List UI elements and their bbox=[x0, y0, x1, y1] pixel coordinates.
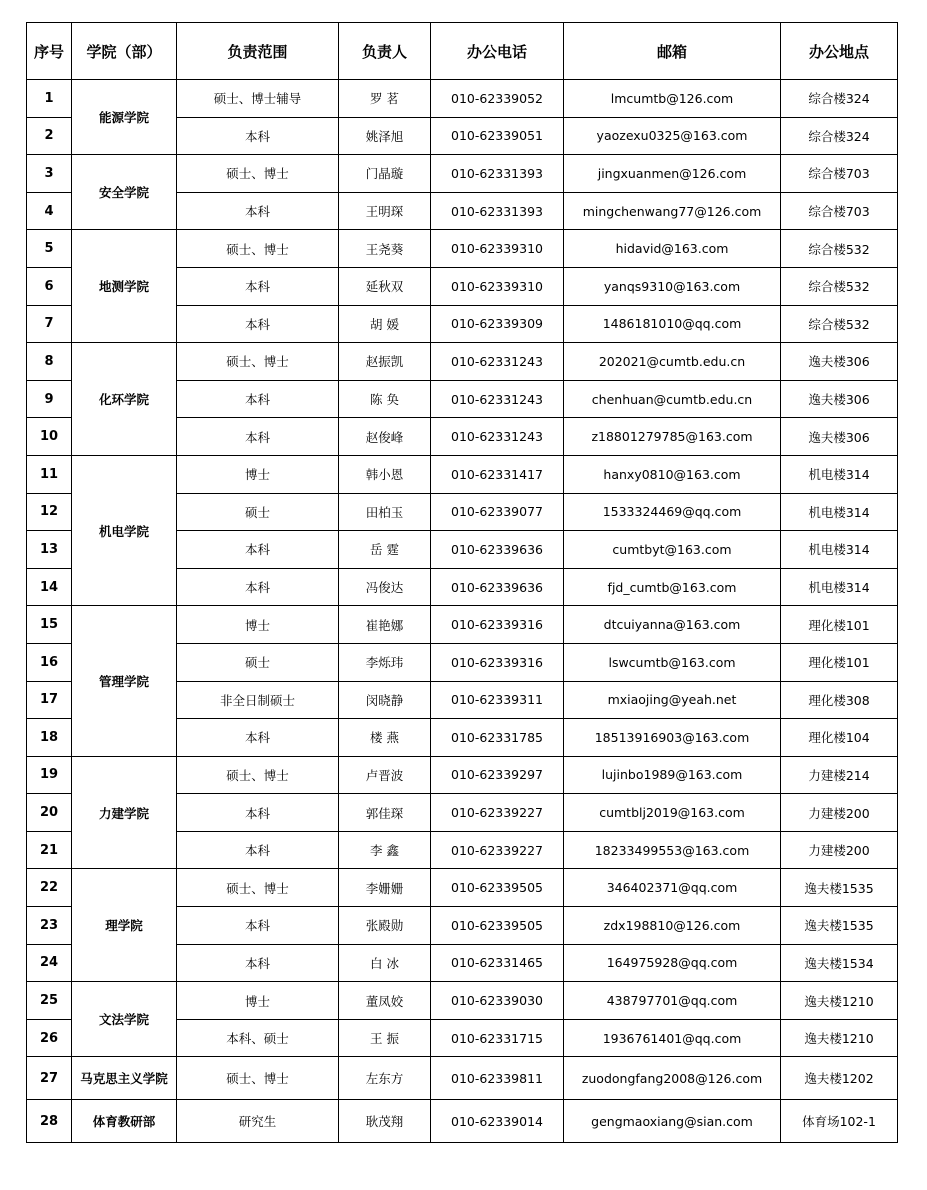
header-phone: 办公电话 bbox=[431, 23, 564, 80]
phone-cell: 010-62331243 bbox=[431, 343, 564, 381]
phone-cell: 010-62331243 bbox=[431, 380, 564, 418]
phone-cell: 010-62339505 bbox=[431, 907, 564, 945]
scope-cell: 博士 bbox=[177, 455, 339, 493]
email-cell[interactable]: 18233499553@163.com bbox=[564, 831, 781, 869]
email-cell[interactable]: chenhuan@cumtb.edu.cn bbox=[564, 380, 781, 418]
phone-cell: 010-62339311 bbox=[431, 681, 564, 719]
header-row bbox=[27, 23, 898, 80]
person-cell: 岳 霆 bbox=[339, 531, 431, 569]
phone-cell: 010-62339227 bbox=[431, 794, 564, 832]
phone-cell: 010-62331393 bbox=[431, 155, 564, 193]
row-index: 24 bbox=[27, 944, 72, 982]
person-cell: 王尧葵 bbox=[339, 230, 431, 268]
person-cell: 田柏玉 bbox=[339, 493, 431, 531]
header-scope: 负责范围 bbox=[177, 23, 339, 80]
phone-cell: 010-62339811 bbox=[431, 1057, 564, 1100]
college-name: 安全学院 bbox=[72, 155, 177, 230]
scope-cell: 硕士 bbox=[177, 643, 339, 681]
college-name: 化环学院 bbox=[72, 343, 177, 456]
row-index: 22 bbox=[27, 869, 72, 907]
table-row bbox=[27, 756, 898, 794]
college-name: 文法学院 bbox=[72, 982, 177, 1057]
phone-cell: 010-62339316 bbox=[431, 643, 564, 681]
office-cell: 逸夫楼1210 bbox=[781, 1019, 898, 1057]
contact-table bbox=[26, 22, 898, 1143]
table-row bbox=[27, 1100, 898, 1143]
phone-cell: 010-62339051 bbox=[431, 117, 564, 155]
header-index: 序号 bbox=[27, 23, 72, 80]
phone-cell: 010-62331465 bbox=[431, 944, 564, 982]
row-index: 11 bbox=[27, 455, 72, 493]
row-index: 16 bbox=[27, 643, 72, 681]
scope-cell: 本科 bbox=[177, 794, 339, 832]
office-cell: 机电楼314 bbox=[781, 531, 898, 569]
email-cell[interactable]: zuodongfang2008@126.com bbox=[564, 1057, 781, 1100]
email-cell[interactable]: yaozexu0325@163.com bbox=[564, 117, 781, 155]
scope-cell: 本科 bbox=[177, 531, 339, 569]
row-index: 10 bbox=[27, 418, 72, 456]
row-index: 21 bbox=[27, 831, 72, 869]
phone-cell: 010-62339030 bbox=[431, 982, 564, 1020]
phone-cell: 010-62339309 bbox=[431, 305, 564, 343]
scope-cell: 本科 bbox=[177, 944, 339, 982]
row-index: 13 bbox=[27, 531, 72, 569]
office-cell: 综合楼703 bbox=[781, 155, 898, 193]
table-row bbox=[27, 606, 898, 644]
table-row bbox=[27, 80, 898, 118]
person-cell: 耿茂翔 bbox=[339, 1100, 431, 1143]
row-index: 26 bbox=[27, 1019, 72, 1057]
office-cell: 逸夫楼306 bbox=[781, 418, 898, 456]
person-cell: 张殿勋 bbox=[339, 907, 431, 945]
person-cell: 郭佳琛 bbox=[339, 794, 431, 832]
office-cell: 综合楼532 bbox=[781, 230, 898, 268]
email-cell[interactable]: mingchenwang77@126.com bbox=[564, 192, 781, 230]
phone-cell: 010-62331417 bbox=[431, 455, 564, 493]
scope-cell: 本科 bbox=[177, 568, 339, 606]
office-cell: 逸夫楼1535 bbox=[781, 869, 898, 907]
scope-cell: 本科 bbox=[177, 267, 339, 305]
office-cell: 力建楼200 bbox=[781, 794, 898, 832]
office-cell: 理化楼101 bbox=[781, 643, 898, 681]
email-cell[interactable]: yanqs9310@163.com bbox=[564, 267, 781, 305]
scope-cell: 本科 bbox=[177, 380, 339, 418]
header-college: 学院（部） bbox=[72, 23, 177, 80]
scope-cell: 博士 bbox=[177, 606, 339, 644]
office-cell: 逸夫楼306 bbox=[781, 343, 898, 381]
contact-table-sheet bbox=[26, 22, 898, 1143]
row-index: 20 bbox=[27, 794, 72, 832]
person-cell: 闵晓静 bbox=[339, 681, 431, 719]
person-cell: 王 振 bbox=[339, 1019, 431, 1057]
college-name: 机电学院 bbox=[72, 455, 177, 605]
person-cell: 李 鑫 bbox=[339, 831, 431, 869]
scope-cell: 博士 bbox=[177, 982, 339, 1020]
row-index: 19 bbox=[27, 756, 72, 794]
office-cell: 理化楼101 bbox=[781, 606, 898, 644]
office-cell: 力建楼214 bbox=[781, 756, 898, 794]
person-cell: 王明琛 bbox=[339, 192, 431, 230]
person-cell: 延秋双 bbox=[339, 267, 431, 305]
scope-cell: 硕士、博士 bbox=[177, 155, 339, 193]
office-cell: 体育场102-1 bbox=[781, 1100, 898, 1143]
person-cell: 董凤姣 bbox=[339, 982, 431, 1020]
row-index: 5 bbox=[27, 230, 72, 268]
person-cell: 李烁玮 bbox=[339, 643, 431, 681]
office-cell: 综合楼532 bbox=[781, 305, 898, 343]
phone-cell: 010-62339297 bbox=[431, 756, 564, 794]
table-row bbox=[27, 982, 898, 1020]
email-cell[interactable]: lujinbo1989@163.com bbox=[564, 756, 781, 794]
phone-cell: 010-62339505 bbox=[431, 869, 564, 907]
table-row bbox=[27, 230, 898, 268]
table-row bbox=[27, 155, 898, 193]
row-index: 12 bbox=[27, 493, 72, 531]
scope-cell: 本科 bbox=[177, 192, 339, 230]
office-cell: 机电楼314 bbox=[781, 455, 898, 493]
office-cell: 综合楼324 bbox=[781, 117, 898, 155]
scope-cell: 本科 bbox=[177, 831, 339, 869]
college-name: 能源学院 bbox=[72, 80, 177, 155]
row-index: 6 bbox=[27, 267, 72, 305]
email-cell[interactable]: fjd_cumtb@163.com bbox=[564, 568, 781, 606]
person-cell: 罗 茗 bbox=[339, 80, 431, 118]
office-cell: 逸夫楼1210 bbox=[781, 982, 898, 1020]
header-email: 邮箱 bbox=[564, 23, 781, 80]
email-cell[interactable]: cumtblj2019@163.com bbox=[564, 794, 781, 832]
row-index: 23 bbox=[27, 907, 72, 945]
phone-cell: 010-62331393 bbox=[431, 192, 564, 230]
person-cell: 陈 奂 bbox=[339, 380, 431, 418]
office-cell: 逸夫楼1534 bbox=[781, 944, 898, 982]
person-cell: 崔艳娜 bbox=[339, 606, 431, 644]
email-cell[interactable]: 346402371@qq.com bbox=[564, 869, 781, 907]
row-index: 14 bbox=[27, 568, 72, 606]
email-cell[interactable]: 18513916903@163.com bbox=[564, 719, 781, 757]
scope-cell: 本科 bbox=[177, 117, 339, 155]
scope-cell: 研究生 bbox=[177, 1100, 339, 1143]
college-name: 力建学院 bbox=[72, 756, 177, 869]
scope-cell: 硕士、博士辅导 bbox=[177, 80, 339, 118]
email-cell[interactable]: dtcuiyanna@163.com bbox=[564, 606, 781, 644]
person-cell: 姚泽旭 bbox=[339, 117, 431, 155]
email-cell[interactable]: 438797701@qq.com bbox=[564, 982, 781, 1020]
phone-cell: 010-62339227 bbox=[431, 831, 564, 869]
scope-cell: 硕士 bbox=[177, 493, 339, 531]
person-cell: 左东方 bbox=[339, 1057, 431, 1100]
person-cell: 冯俊达 bbox=[339, 568, 431, 606]
row-index: 9 bbox=[27, 380, 72, 418]
phone-cell: 010-62339310 bbox=[431, 230, 564, 268]
college-name: 体育教研部 bbox=[72, 1100, 177, 1143]
row-index: 25 bbox=[27, 982, 72, 1020]
email-cell[interactable]: hanxy0810@163.com bbox=[564, 455, 781, 493]
header-office: 办公地点 bbox=[781, 23, 898, 80]
email-cell[interactable]: zdx198810@126.com bbox=[564, 907, 781, 945]
person-cell: 赵俊峰 bbox=[339, 418, 431, 456]
row-index: 8 bbox=[27, 343, 72, 381]
phone-cell: 010-62331243 bbox=[431, 418, 564, 456]
scope-cell: 本科 bbox=[177, 907, 339, 945]
scope-cell: 本科 bbox=[177, 719, 339, 757]
email-cell[interactable]: hidavid@163.com bbox=[564, 230, 781, 268]
person-cell: 卢晋波 bbox=[339, 756, 431, 794]
office-cell: 机电楼314 bbox=[781, 493, 898, 531]
email-cell[interactable]: 164975928@qq.com bbox=[564, 944, 781, 982]
row-index: 1 bbox=[27, 80, 72, 118]
scope-cell: 硕士、博士 bbox=[177, 343, 339, 381]
office-cell: 综合楼703 bbox=[781, 192, 898, 230]
phone-cell: 010-62339636 bbox=[431, 568, 564, 606]
office-cell: 逸夫楼1535 bbox=[781, 907, 898, 945]
phone-cell: 010-62339316 bbox=[431, 606, 564, 644]
email-cell[interactable]: jingxuanmen@126.com bbox=[564, 155, 781, 193]
table-row bbox=[27, 869, 898, 907]
email-cell[interactable]: gengmaoxiang@sian.com bbox=[564, 1100, 781, 1143]
office-cell: 机电楼314 bbox=[781, 568, 898, 606]
row-index: 27 bbox=[27, 1057, 72, 1100]
table-row bbox=[27, 343, 898, 381]
office-cell: 逸夫楼1202 bbox=[781, 1057, 898, 1100]
email-cell[interactable]: lswcumtb@163.com bbox=[564, 643, 781, 681]
office-cell: 逸夫楼306 bbox=[781, 380, 898, 418]
person-cell: 门晶璇 bbox=[339, 155, 431, 193]
scope-cell: 非全日制硕士 bbox=[177, 681, 339, 719]
scope-cell: 本科 bbox=[177, 418, 339, 456]
office-cell: 综合楼324 bbox=[781, 80, 898, 118]
row-index: 28 bbox=[27, 1100, 72, 1143]
row-index: 15 bbox=[27, 606, 72, 644]
person-cell: 赵振凯 bbox=[339, 343, 431, 381]
email-cell[interactable]: 1936761401@qq.com bbox=[564, 1019, 781, 1057]
college-name: 马克思主义学院 bbox=[72, 1057, 177, 1100]
email-cell[interactable]: 202021@cumtb.edu.cn bbox=[564, 343, 781, 381]
scope-cell: 硕士、博士 bbox=[177, 230, 339, 268]
person-cell: 白 冰 bbox=[339, 944, 431, 982]
phone-cell: 010-62339052 bbox=[431, 80, 564, 118]
phone-cell: 010-62339310 bbox=[431, 267, 564, 305]
email-cell[interactable]: mxiaojing@yeah.net bbox=[564, 681, 781, 719]
row-index: 18 bbox=[27, 719, 72, 757]
row-index: 3 bbox=[27, 155, 72, 193]
email-cell[interactable]: cumtbyt@163.com bbox=[564, 531, 781, 569]
email-cell[interactable]: 1486181010@qq.com bbox=[564, 305, 781, 343]
person-cell: 胡 媛 bbox=[339, 305, 431, 343]
office-cell: 综合楼532 bbox=[781, 267, 898, 305]
college-name: 地测学院 bbox=[72, 230, 177, 343]
scope-cell: 本科 bbox=[177, 305, 339, 343]
email-cell[interactable]: 1533324469@qq.com bbox=[564, 493, 781, 531]
row-index: 7 bbox=[27, 305, 72, 343]
email-cell[interactable]: lmcumtb@126.com bbox=[564, 80, 781, 118]
row-index: 4 bbox=[27, 192, 72, 230]
table-body bbox=[27, 80, 898, 1143]
person-cell: 楼 燕 bbox=[339, 719, 431, 757]
table-row bbox=[27, 455, 898, 493]
header-person: 负责人 bbox=[339, 23, 431, 80]
college-name: 管理学院 bbox=[72, 606, 177, 756]
row-index: 2 bbox=[27, 117, 72, 155]
scope-cell: 硕士、博士 bbox=[177, 869, 339, 907]
scope-cell: 硕士、博士 bbox=[177, 1057, 339, 1100]
office-cell: 理化楼104 bbox=[781, 719, 898, 757]
phone-cell: 010-62331785 bbox=[431, 719, 564, 757]
person-cell: 韩小恩 bbox=[339, 455, 431, 493]
person-cell: 李姗姗 bbox=[339, 869, 431, 907]
phone-cell: 010-62339014 bbox=[431, 1100, 564, 1143]
row-index: 17 bbox=[27, 681, 72, 719]
college-name: 理学院 bbox=[72, 869, 177, 982]
phone-cell: 010-62339077 bbox=[431, 493, 564, 531]
scope-cell: 本科、硕士 bbox=[177, 1019, 339, 1057]
table-row bbox=[27, 1057, 898, 1100]
email-cell[interactable]: z18801279785@163.com bbox=[564, 418, 781, 456]
scope-cell: 硕士、博士 bbox=[177, 756, 339, 794]
office-cell: 力建楼200 bbox=[781, 831, 898, 869]
phone-cell: 010-62331715 bbox=[431, 1019, 564, 1057]
phone-cell: 010-62339636 bbox=[431, 531, 564, 569]
office-cell: 理化楼308 bbox=[781, 681, 898, 719]
